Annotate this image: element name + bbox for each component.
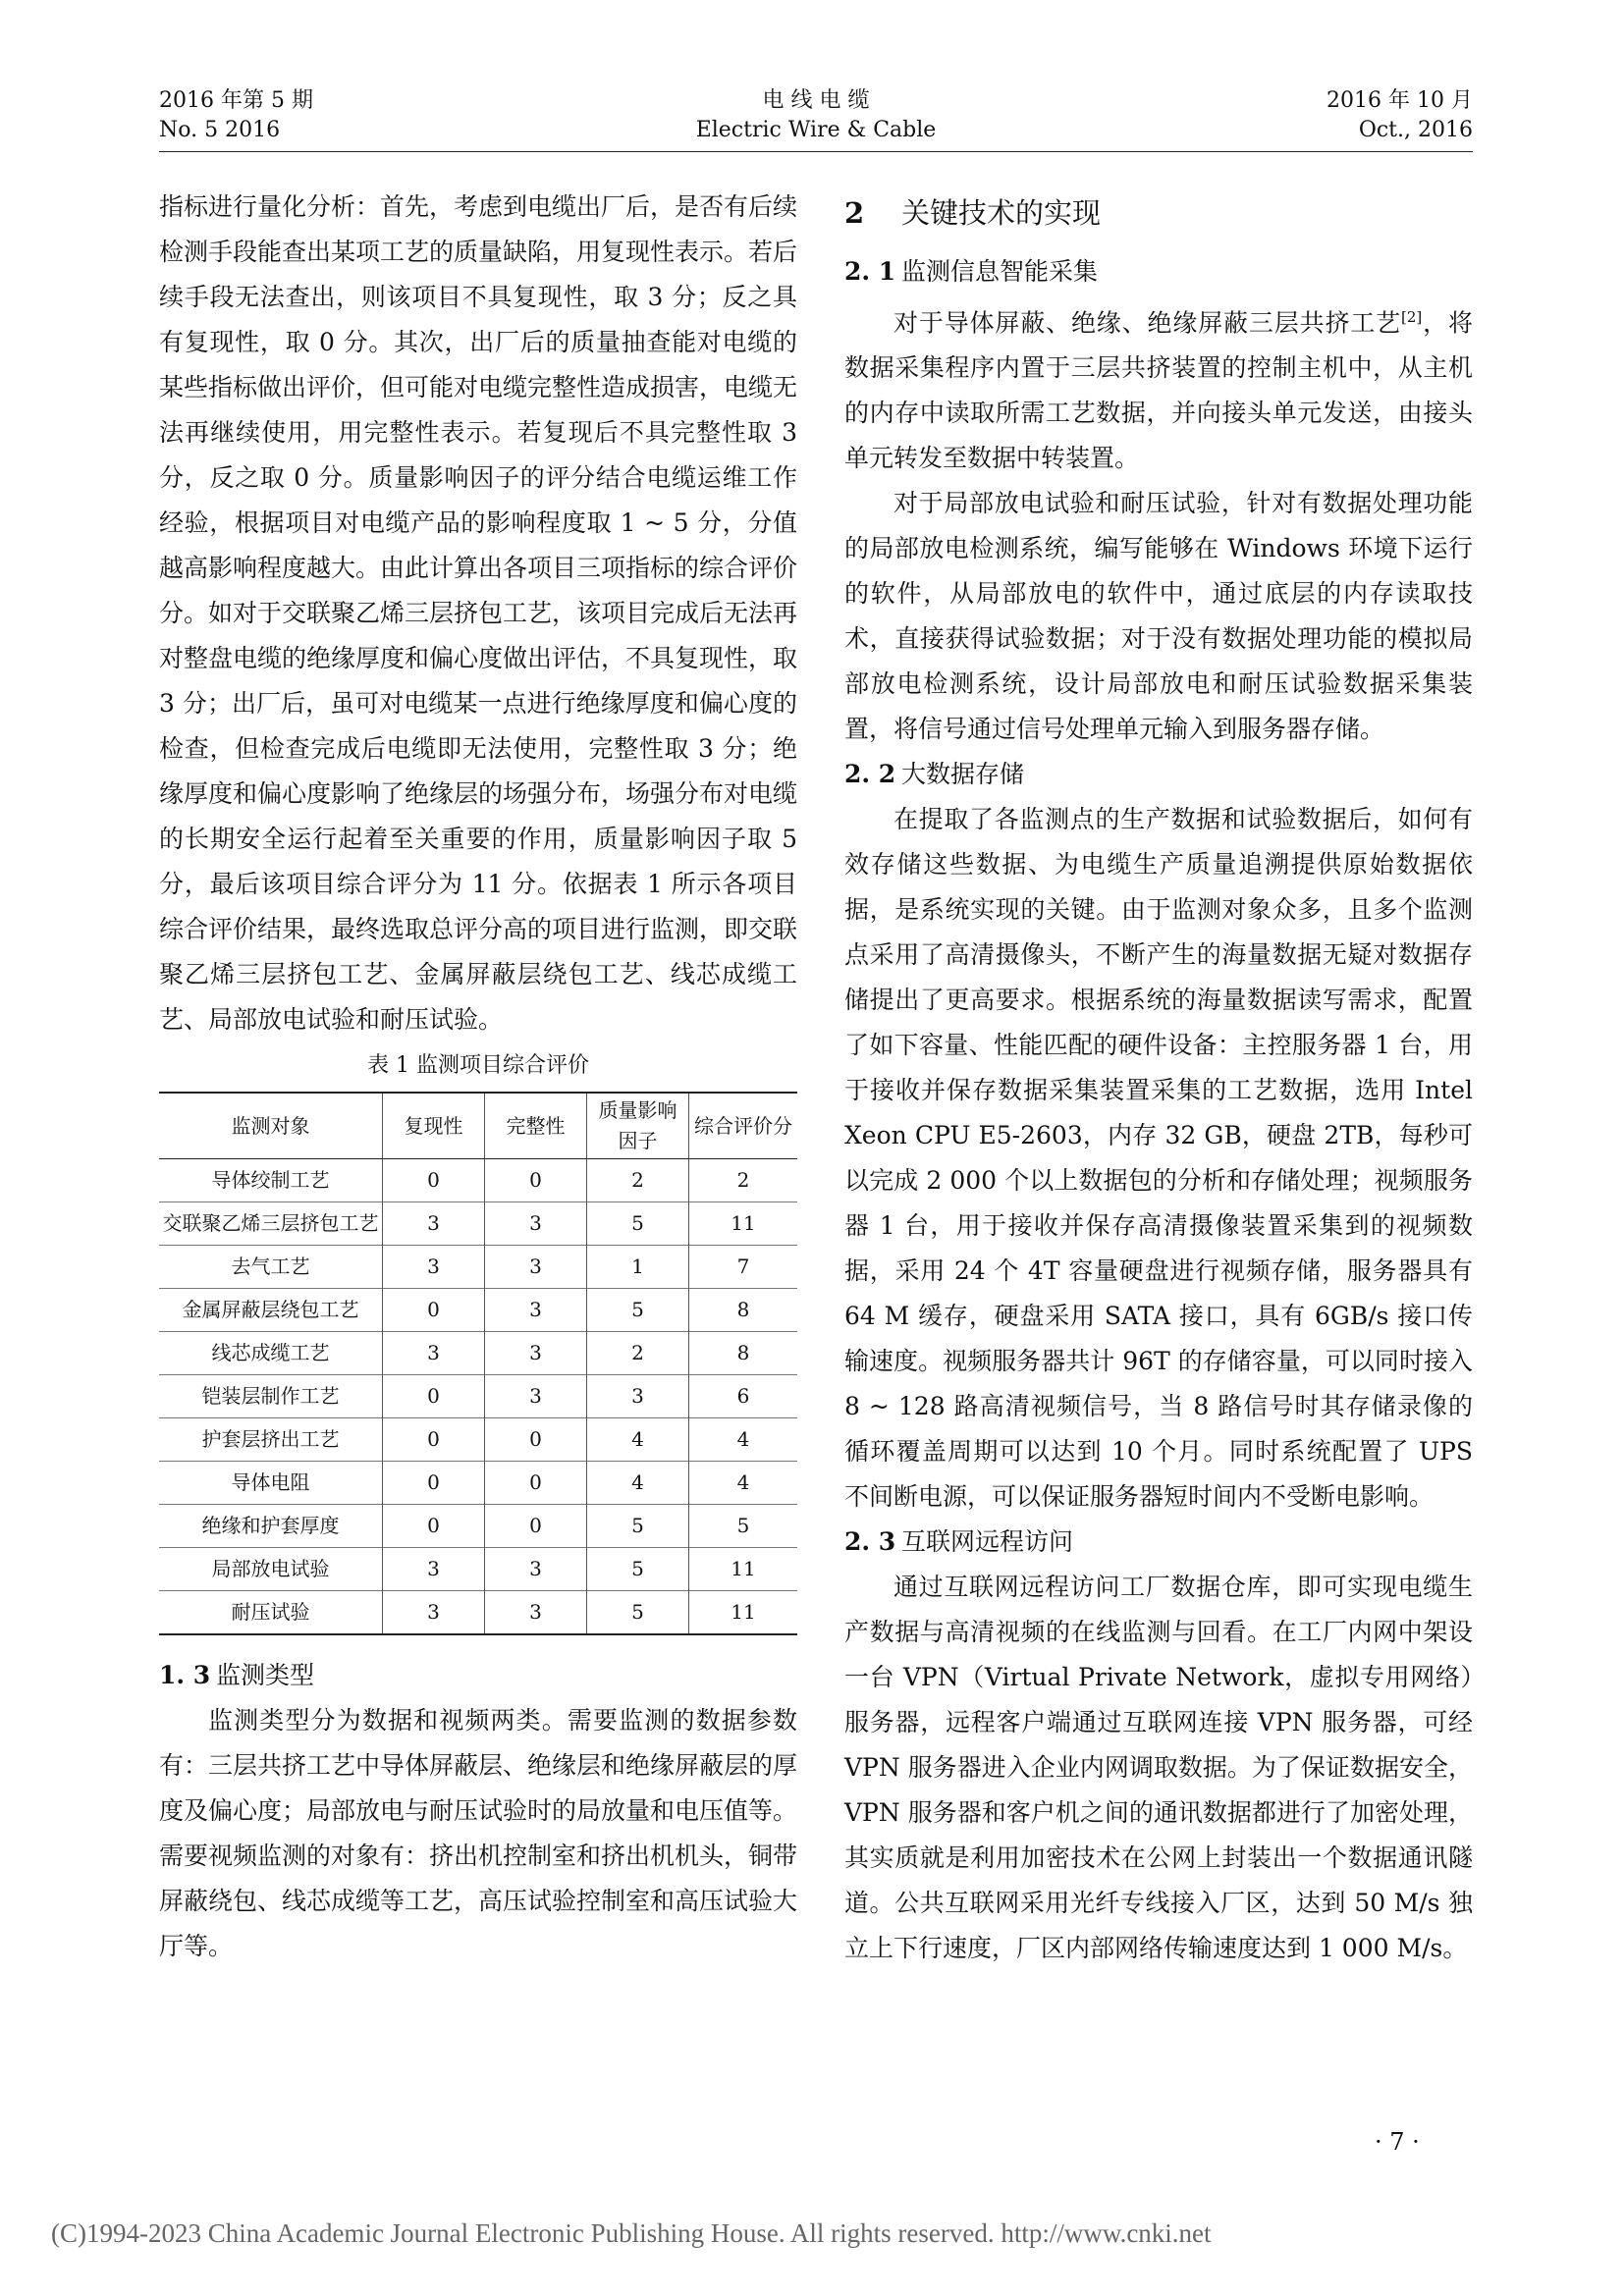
- citation-ref: [2]: [1401, 308, 1423, 326]
- table-cell: 4: [689, 1418, 798, 1462]
- table-cell: 0: [485, 1505, 587, 1548]
- table-header-row: [159, 1093, 797, 1159]
- table-cell: 去气工艺: [159, 1246, 383, 1289]
- copyright-footer: (C)1994-2023 China Academic Journal Electronic Publishing House. All rights reserved. http://www.cnki.net: [51, 2218, 1212, 2248]
- section-title: 监测类型: [216, 1661, 315, 1689]
- table-cell: 绝缘和护套厚度: [159, 1505, 383, 1548]
- table-cell: 3: [383, 1246, 485, 1289]
- table-cell: 0: [383, 1418, 485, 1462]
- left-column: [159, 185, 797, 1969]
- column-header: 完整性: [485, 1093, 587, 1159]
- table-cell: 8: [689, 1332, 798, 1375]
- table-cell: 2: [689, 1159, 798, 1202]
- table-cell: 0: [383, 1375, 485, 1418]
- issue-cn: 2016 年第 5 期: [159, 88, 313, 113]
- table-cell: 4: [689, 1462, 798, 1505]
- table-cell: 11: [689, 1548, 798, 1591]
- table-row: [159, 1159, 797, 1202]
- table-cell: 0: [485, 1462, 587, 1505]
- body-paragraph: [844, 294, 1473, 481]
- table-cell: 铠装层制作工艺: [159, 1375, 383, 1418]
- table-row: [159, 1246, 797, 1289]
- column-header: 质量影响因子: [587, 1093, 689, 1159]
- table-row: [159, 1462, 797, 1505]
- table-cell: 3: [485, 1332, 587, 1375]
- section-title: 互联网远程访问: [901, 1527, 1074, 1557]
- journal-title-en: Electric Wire & Cable: [695, 118, 937, 142]
- table-cell: 线芯成缆工艺: [159, 1332, 383, 1375]
- body-paragraph: 指标进行量化分析：首先，考虑到电缆出厂后，是否有后续检测手段能查出某项工艺的质量缺陷，用复现性表示。若后续手段无法查出，则该项目不具复现性，取 3 分；反之具有复现性，取 0 分。其次，出厂后的质量抽查能对电缆的某些指标做出评价，但可能对电缆完整性造成损害，电缆无法再继续使用，用完整性表示。若复现后不具完整性取 3 分，反之取 0 分。质量影响因子的评分结合电缆运维工作经验，根据项目对电缆产品的影响程度取 1 ~ 5 分，分值越高影响程度越大。由此计算出各项目三项指标的综合评价分。如对于交联聚乙烯三层挤包工艺，该项目完成后无法再对整盘电缆的绝缘厚度和偏心度做出评估，不具复现性，取 3 分；出厂后，虽可对电缆某一点进行绝缘厚度和偏心度的检查，但检查完成后电缆即无法使用，完整性取 3 分；绝缘厚度和偏心度影响了绝缘层的场强分布，场强分布对电缆的长期安全运行起着至关重要的作用，质量影响因子取 5 分，最后该项目综合评分为 11 分。依据表 1 所示各项目综合评价结果，最终选取总评分高的项目进行监测，即交联聚乙烯三层挤包工艺、金属屏蔽层绕包工艺、线芯成缆工艺、局部放电试验和耐压试验。: [159, 192, 798, 1034]
- table-row: [159, 1505, 797, 1548]
- table-cell: 0: [383, 1462, 485, 1505]
- table-cell: 7: [689, 1246, 798, 1289]
- column-header: 监测对象: [159, 1093, 383, 1159]
- table-cell: 0: [383, 1505, 485, 1548]
- table-cell: 金属屏蔽层绕包工艺: [159, 1289, 383, 1332]
- table-cell: 4: [587, 1418, 689, 1462]
- table-cell: 0: [383, 1159, 485, 1202]
- section-number: 2: [844, 196, 865, 230]
- table-cell: 5: [587, 1505, 689, 1548]
- section-heading: [159, 1653, 797, 1698]
- column-header: 综合评价分: [689, 1093, 798, 1159]
- section-title: 监测信息智能采集: [901, 257, 1099, 286]
- body-paragraph: 通过互联网远程访问工厂数据仓库，即可实现电缆生产数据与高清视频的在线监测与回看。在工厂内网中架设一台 VPN（Virtual Private Network，虚拟专用网络）服务器，远程客户端通过互联网连接 VPN 服务器，可经 VPN 服务器进入企业内网调取数据。为了保证数据安全，VPN 服务器和客户机之间的通讯数据都进行了加密处理，其实质就是利用加密技术在公网上封装出一个数据通讯隧道。公共互联网采用光纤专线接入厂区，达到 50 M/s 独立上下行速度，厂区内部网络传输速度达到 1 000 M/s。: [844, 1573, 1473, 1963]
- table-cell: 3: [383, 1548, 485, 1591]
- issue-en: No. 5 2016: [159, 118, 281, 142]
- table-cell: 6: [689, 1375, 798, 1418]
- date-en: Oct., 2016: [1358, 118, 1473, 142]
- column-header: 复现性: [383, 1093, 485, 1159]
- table-cell: 11: [689, 1202, 798, 1246]
- table-row: [159, 1548, 797, 1591]
- table-cell: 交联聚乙烯三层挤包工艺: [159, 1202, 383, 1246]
- table-cell: 3: [383, 1202, 485, 1246]
- paragraph-text: ，将数据采集程序内置于三层共挤装置的控制主机中，从主机的内存中读取所需工艺数据，并向接头单元发送，由接头单元转发至数据中转装置。: [844, 308, 1473, 473]
- page-number: · 7 ·: [1375, 2128, 1420, 2156]
- table-row: [159, 1202, 797, 1246]
- table-cell: 5: [587, 1289, 689, 1332]
- table-row: [159, 1332, 797, 1375]
- table-cell: 3: [485, 1591, 587, 1635]
- table-cell: 0: [485, 1159, 587, 1202]
- table-cell: 3: [383, 1591, 485, 1635]
- table-cell: 3: [485, 1289, 587, 1332]
- body-paragraph: 监测类型分为数据和视频两类。需要监测的数据参数有：三层共挤工艺中导体屏蔽层、绝缘层和绝缘屏蔽层的厚度及偏心度；局部放电与耐压试验时的局放量和电压值等。需要视频监测的对象有：挤出机控制室和挤出机机头，铜带屏蔽绕包、线芯成缆等工艺，高压试验控制室和高压试验大厅等。: [159, 1706, 798, 1960]
- date-cn: 2016 年 10 月: [1326, 88, 1473, 113]
- table-cell: 3: [485, 1246, 587, 1289]
- table-cell: 0: [383, 1289, 485, 1332]
- table-cell: 1: [587, 1246, 689, 1289]
- table-cell: 3: [485, 1548, 587, 1591]
- body-paragraph: 对于局部放电试验和耐压试验，针对有数据处理功能的局部放电检测系统，编写能够在 Windows 环境下运行的软件，从局部放电的软件中，通过底层的内存读取技术，直接获得试验数据；对于没有数据处理功能的模拟局部放电检测系统，设计局部放电和耐压试验数据采集装置，将信号通过信号处理单元输入到服务器存储。: [844, 489, 1473, 744]
- table-cell: 3: [485, 1375, 587, 1418]
- table-cell: 8: [689, 1289, 798, 1332]
- subsection-heading: [844, 1520, 1473, 1565]
- table-row: [159, 1418, 797, 1462]
- body-paragraph: 在提取了各监测点的生产数据和试验数据后，如何有效存储这些数据、为电缆生产质量追溯提供原始数据依据，是系统实现的关键。由于监测对象众多，且多个监测点采用了高清摄像头，不断产生的海量数据无疑对数据存储提出了更高要求。根据系统的海量数据读写需求，配置了如下容量、性能匹配的硬件设备：主控服务器 1 台，用于接收并保存数据采集装置采集的工艺数据，选用 Intel Xeon CPU E5-2603，内存 32 GB，硬盘 2TB，每秒可以完成 2 000 个以上数据包的分析和存储处理；视频服务器 1 台，用于接收并保存高清摄像装置采集到的视频数据，采用 24 个 4T 容量硬盘进行视频存储，服务器具有 64 M 缓存，硬盘采用 SATA 接口，具有 6GB/s 接口传输速度。视频服务器共计 96T 的存储容量，可以同时接入 8 ~ 128 路高清视频信号，当 8 路信号时其存储录像的循环覆盖周期可以达到 10 个月。同时系统配置了 UPS 不间断电源，可以保证服务器短时间内不受断电影响。: [844, 805, 1473, 1512]
- table-cell: 局部放电试验: [159, 1548, 383, 1591]
- header-rule: [159, 151, 1473, 152]
- table-cell: 导体绞制工艺: [211, 1168, 330, 1192]
- section-heading: [844, 188, 1473, 238]
- paragraph-text: 对于导体屏蔽、绝缘、绝缘屏蔽三层共挤工艺: [893, 308, 1402, 338]
- table-cell: 护套层挤出工艺: [159, 1418, 383, 1462]
- table-cell: 5: [587, 1202, 689, 1246]
- table-cell: 5: [587, 1591, 689, 1635]
- page-header: [159, 86, 1473, 147]
- table-cell: 5: [689, 1505, 798, 1548]
- evaluation-table: [159, 1092, 797, 1635]
- section-number: 2. 1: [844, 257, 896, 286]
- section-title: 大数据存储: [901, 760, 1025, 789]
- table-cell: 3: [383, 1332, 485, 1375]
- subsection-heading: [844, 752, 1473, 797]
- table-caption: 表 1 监测项目综合评价: [367, 1053, 589, 1078]
- table-cell: 耐压试验: [159, 1591, 383, 1635]
- subsection-heading: [844, 249, 1473, 294]
- section-number: 2. 3: [844, 1527, 896, 1557]
- table-cell: 3: [485, 1202, 587, 1246]
- table-cell: 2: [587, 1159, 689, 1202]
- table-cell: 导体电阻: [159, 1462, 383, 1505]
- table-row: [159, 1289, 797, 1332]
- table-cell: 0: [485, 1418, 587, 1462]
- right-column: [844, 185, 1473, 1971]
- table-row: [159, 1591, 797, 1635]
- header-center: [159, 86, 1473, 145]
- table-cell: 4: [587, 1462, 689, 1505]
- table-cell: 5: [587, 1548, 689, 1591]
- table-cell: 11: [689, 1591, 798, 1635]
- section-number: 1. 3: [159, 1661, 211, 1689]
- header-right: [1326, 86, 1473, 145]
- section-number: 2. 2: [844, 760, 896, 789]
- table-row: [159, 1375, 797, 1418]
- journal-title-cn: 电 线 电 缆: [762, 88, 870, 113]
- table-cell: 3: [587, 1375, 689, 1418]
- table-cell: 2: [587, 1332, 689, 1375]
- section-title: 关键技术的实现: [901, 196, 1102, 230]
